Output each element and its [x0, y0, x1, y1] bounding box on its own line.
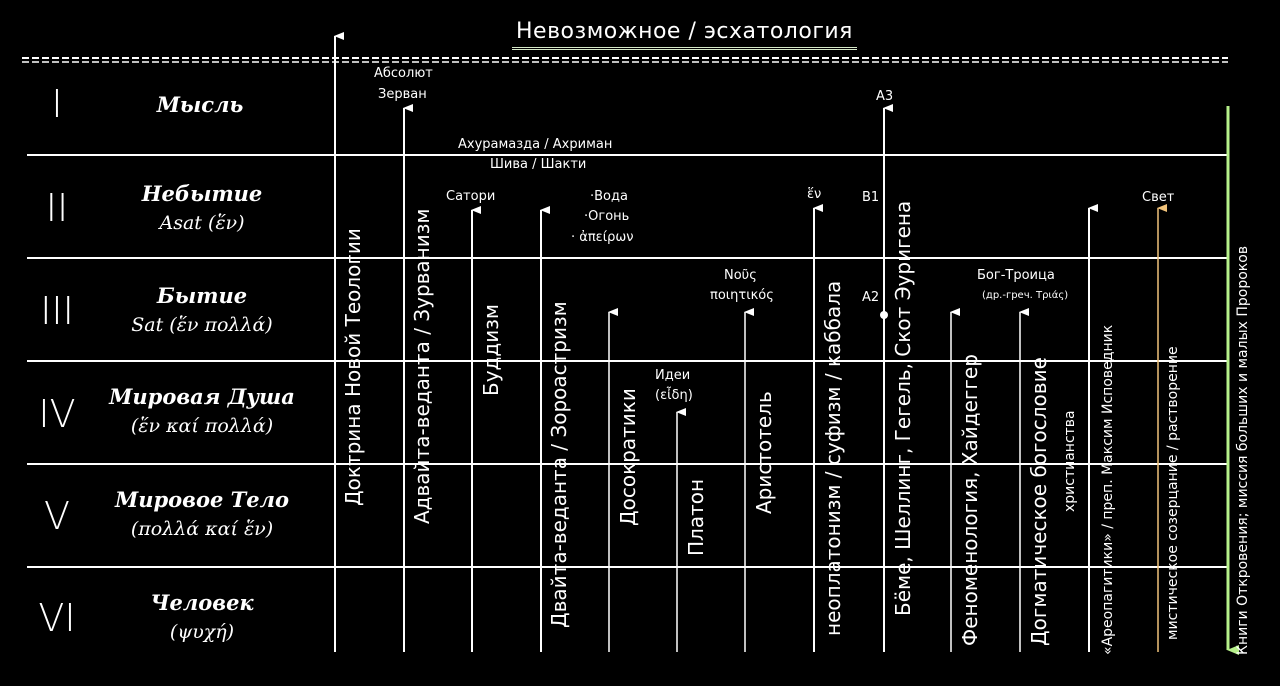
tier-numeral-5: V — [44, 494, 70, 538]
column-label-buddhism: Буддизм — [479, 304, 503, 396]
tier-name-5: Мировое Тело — [114, 487, 290, 512]
column-label-neoplatonism: неоплатонизм / суфизм / каббала — [821, 280, 845, 636]
point-a2 — [880, 311, 888, 319]
annotation-trinity-greek: (др.-греч. Τριάς) — [982, 290, 1069, 301]
column-label-phenomenology: Феноменология, Хайдеггер — [958, 354, 982, 646]
column-label-revelation: Книги Откровения; миссия больших и малых Пророков — [1235, 245, 1251, 655]
annotation-ahura: Ахурамазда / Ахриман — [458, 137, 613, 152]
tier-name-3: Бытие — [156, 283, 248, 308]
tier-numeral-1: I — [51, 82, 63, 126]
column-label-aristotle: Аристотель — [752, 391, 776, 514]
tier-name-4: Мировая Душа — [109, 384, 295, 409]
annotation-trinity: Бог-Троица — [977, 268, 1055, 283]
column-label-plato: Платон — [684, 478, 708, 556]
annotation-apeiron: · ἀπείρων — [571, 230, 634, 245]
column-label-presocratics: Досократики — [616, 388, 640, 526]
annotation-svet: Свет — [1142, 190, 1175, 205]
column-label-boehme: Бёме, Шеллинг, Гегель, Скот Эуригена — [891, 200, 915, 616]
annotation-eide: (εἶδη) — [655, 388, 693, 403]
tier-sub-4: (ἕν καί πολλά) — [130, 415, 274, 437]
tier-sub-2: Asat (ἕν) — [159, 212, 245, 234]
annotation-poietikos: ποιητικός — [710, 288, 774, 303]
annotation-absolute: Абсолют — [374, 66, 433, 81]
column-label-areopagitica: «Ареопагитики» / преп. Максим Исповедник — [1100, 324, 1116, 655]
tier-numeral-2: II — [45, 186, 69, 230]
tier-name-1: Мысль — [156, 92, 244, 117]
tier-numeral-6: VI — [38, 596, 76, 640]
annotation-hen: ἕν — [807, 187, 822, 202]
annotation-a2: А2 — [862, 290, 880, 305]
column-label-mystic: мистическое созерцание / растворение — [1165, 346, 1181, 640]
annotation-b1: В1 — [862, 190, 880, 205]
annotation-satori: Сатори — [446, 189, 496, 204]
annotation-a3: А3 — [876, 89, 894, 104]
annotation-ogon: ·Огонь — [584, 209, 630, 224]
tier-name-6: Человек — [150, 590, 254, 615]
tier-name-2: Небытие — [141, 181, 263, 206]
annotation-shiva: Шива / Шакти — [490, 157, 587, 172]
column-label-christianity: христианства — [1062, 410, 1078, 512]
tier-sub-3: Sat (ἕν πολλά) — [131, 314, 273, 336]
tier-numeral-3: III — [40, 289, 74, 333]
column-label-dogmatic: Догматическое богословие — [1027, 357, 1051, 646]
column-label-dvaita: Двайта-веданта / Зороастризм — [547, 301, 571, 628]
annotation-nous: Νοῦς — [724, 268, 757, 283]
column-label-new-theology: Доктрина Новой Теологии — [341, 228, 365, 506]
annotation-zurvan: Зерван — [378, 87, 427, 102]
annotation-idei: Идеи — [655, 368, 691, 383]
tier-sub-6: (ψυχή) — [169, 621, 235, 643]
tier-numeral-4: IV — [38, 392, 76, 436]
tier-sub-5: (πολλά καί ἕν) — [130, 518, 274, 540]
column-label-advaita: Адвайта-веданта / Зурванизм — [410, 208, 434, 524]
annotation-voda: ·Вода — [590, 189, 628, 204]
diagram-title: Невозможное / эсхатология — [512, 17, 857, 50]
